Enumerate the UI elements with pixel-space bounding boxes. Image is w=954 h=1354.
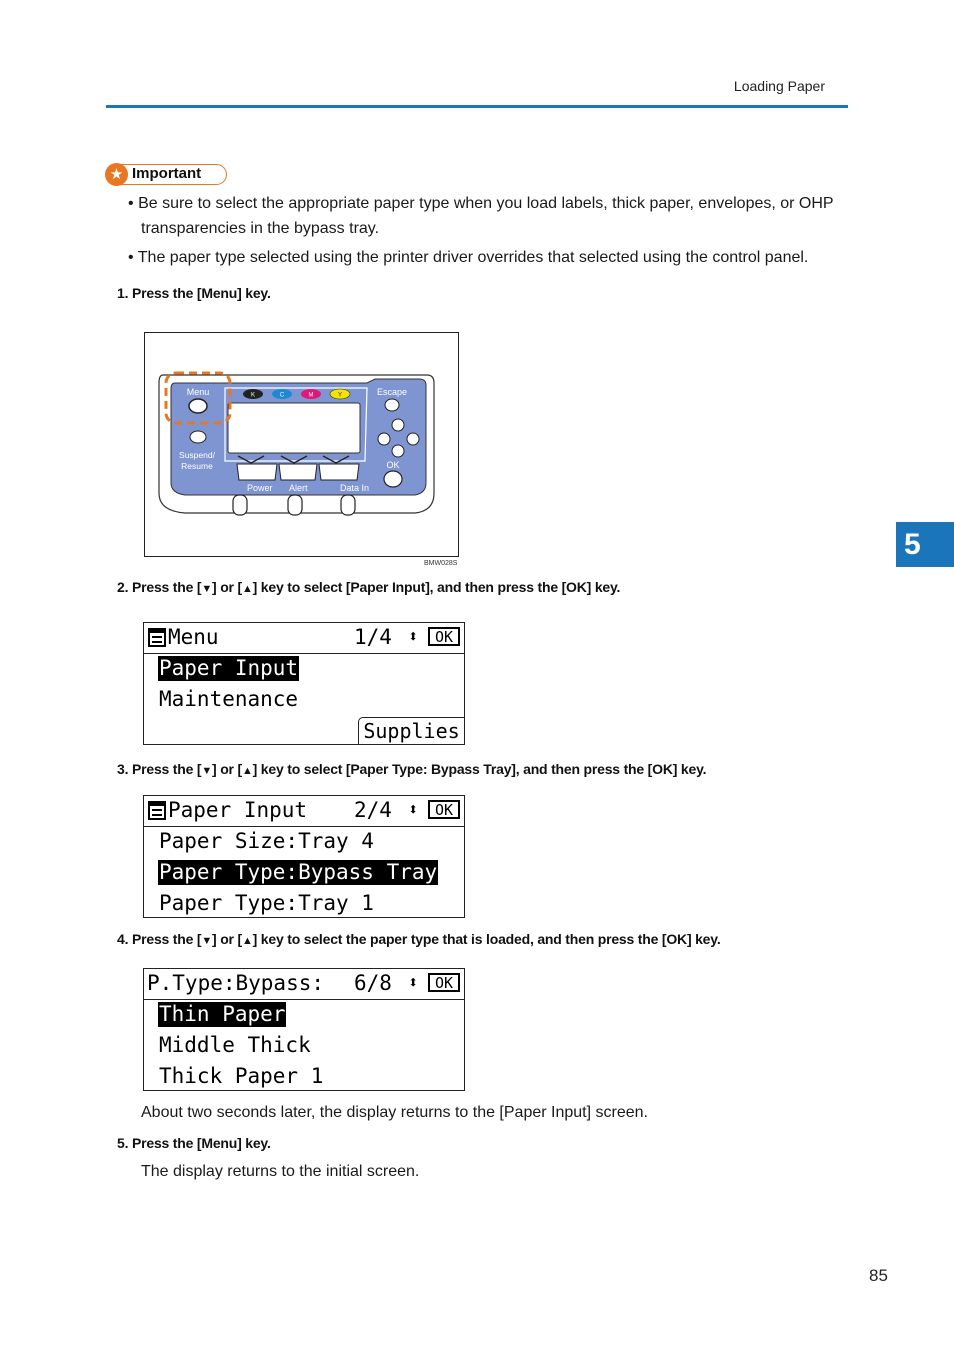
lcd-item: Paper Type:Tray 1 (159, 891, 374, 915)
lcd-item: Middle Thick (159, 1033, 311, 1057)
svg-text:Y: Y (337, 392, 343, 399)
down-arrow-icon: ▼ (201, 935, 213, 947)
svg-text:C: C (279, 392, 285, 399)
lcd-title-row (144, 796, 464, 827)
bullet-dot: • (128, 195, 134, 212)
updown-arrow-icon: ⬍ (408, 627, 419, 647)
lcd-ok-indicator: OK (428, 800, 460, 819)
down-arrow-icon: ▼ (201, 765, 213, 777)
updown-arrow-icon: ⬍ (408, 800, 419, 820)
lcd-title: Paper Input (148, 797, 307, 824)
down-arrow-icon: ▼ (201, 583, 213, 595)
step-4: 4. Press the [▼] or [▲] key to select the paper type that is loaded, and then press the [OK] key. (117, 931, 721, 947)
lcd-item-selected: Paper Input (159, 656, 299, 680)
control-panel-illustration (145, 333, 458, 556)
step-3: 3. Press the [▼] or [▲] key to select [Paper Type: Bypass Tray], and then press the [OK] key. (117, 761, 707, 777)
lcd-title: Menu (148, 624, 219, 651)
step-2: 2. Press the [▼] or [▲] key to select [Paper Input], and then press the [OK] key. (117, 579, 621, 595)
menu-list-icon (148, 801, 166, 820)
svg-text:Data In: Data In (340, 483, 370, 493)
important-bullet-1 (118, 191, 853, 241)
svg-text:OK: OK (386, 460, 400, 470)
lcd-page-number: 6/8 (354, 971, 392, 995)
step-1: 1. Press the [Menu] key. (117, 285, 271, 301)
lcd-item: Maintenance (159, 687, 299, 711)
lcd-paper-type-screen (143, 968, 465, 1091)
lcd-title: P.Type:Bypass: (147, 971, 325, 995)
lcd-title-row (144, 969, 464, 1000)
important-badge (106, 164, 227, 185)
step-5-note: The display returns to the initial screen. (141, 1163, 420, 1180)
svg-text:Suspend/: Suspend/ (179, 450, 215, 460)
running-header: Loading Paper (733, 78, 825, 94)
step-5: 5. Press the [Menu] key. (117, 1135, 271, 1151)
lcd-page-number: 1/4 (354, 625, 392, 649)
bullet-text: The paper type selected using the printer driver overrides that selected using the control panel. (137, 249, 809, 266)
lcd-menu-screen (143, 622, 465, 745)
lcd-title-row (144, 623, 464, 654)
bullet-dot: • (128, 249, 134, 266)
important-bullet-2 (118, 245, 853, 270)
up-arrow-icon: ▲ (241, 765, 253, 777)
lcd-item: Paper Size:Tray 4 (159, 829, 374, 853)
menu-list-icon (148, 628, 166, 647)
svg-text:Resume: Resume (181, 461, 213, 471)
svg-text:Alert: Alert (289, 483, 308, 493)
svg-text:Escape: Escape (376, 387, 408, 397)
page-number: 85 (869, 1266, 888, 1285)
up-arrow-icon: ▲ (241, 935, 253, 947)
svg-text:Power: Power (247, 483, 273, 493)
important-label: Important (132, 165, 202, 182)
menu-key (189, 399, 207, 413)
up-arrow-icon: ▲ (241, 583, 253, 595)
updown-arrow-icon: ⬍ (408, 973, 419, 993)
lcd-ok-indicator: OK (428, 973, 460, 992)
svg-text:K: K (250, 392, 256, 399)
lcd-ok-indicator: OK (428, 627, 460, 646)
header-rule (106, 105, 848, 108)
star-icon: ★ (105, 163, 128, 186)
lcd-page-number: 2/4 (354, 798, 392, 822)
lcd-item: Thick Paper 1 (159, 1064, 324, 1088)
svg-text:M: M (308, 392, 314, 399)
lcd-paper-input-screen (143, 795, 465, 918)
step-4-note: About two seconds later, the display returns to the [Paper Input] screen. (141, 1104, 648, 1121)
lcd-item-selected: Paper Type:Bypass Tray (159, 860, 438, 884)
control-panel-figure (144, 332, 459, 557)
chapter-tab: 5 (896, 522, 954, 567)
bullet-text: Be sure to select the appropriate paper type when you load labels, thick paper, envelopes, or OHP transparencies in the bypass tray. (138, 195, 834, 237)
lcd-item-selected: Thin Paper (159, 1002, 286, 1026)
figure-code: BMW028S (424, 560, 458, 567)
menu-key-label: Menu (186, 387, 210, 397)
lcd-softkey-supplies: Supplies (358, 717, 465, 745)
